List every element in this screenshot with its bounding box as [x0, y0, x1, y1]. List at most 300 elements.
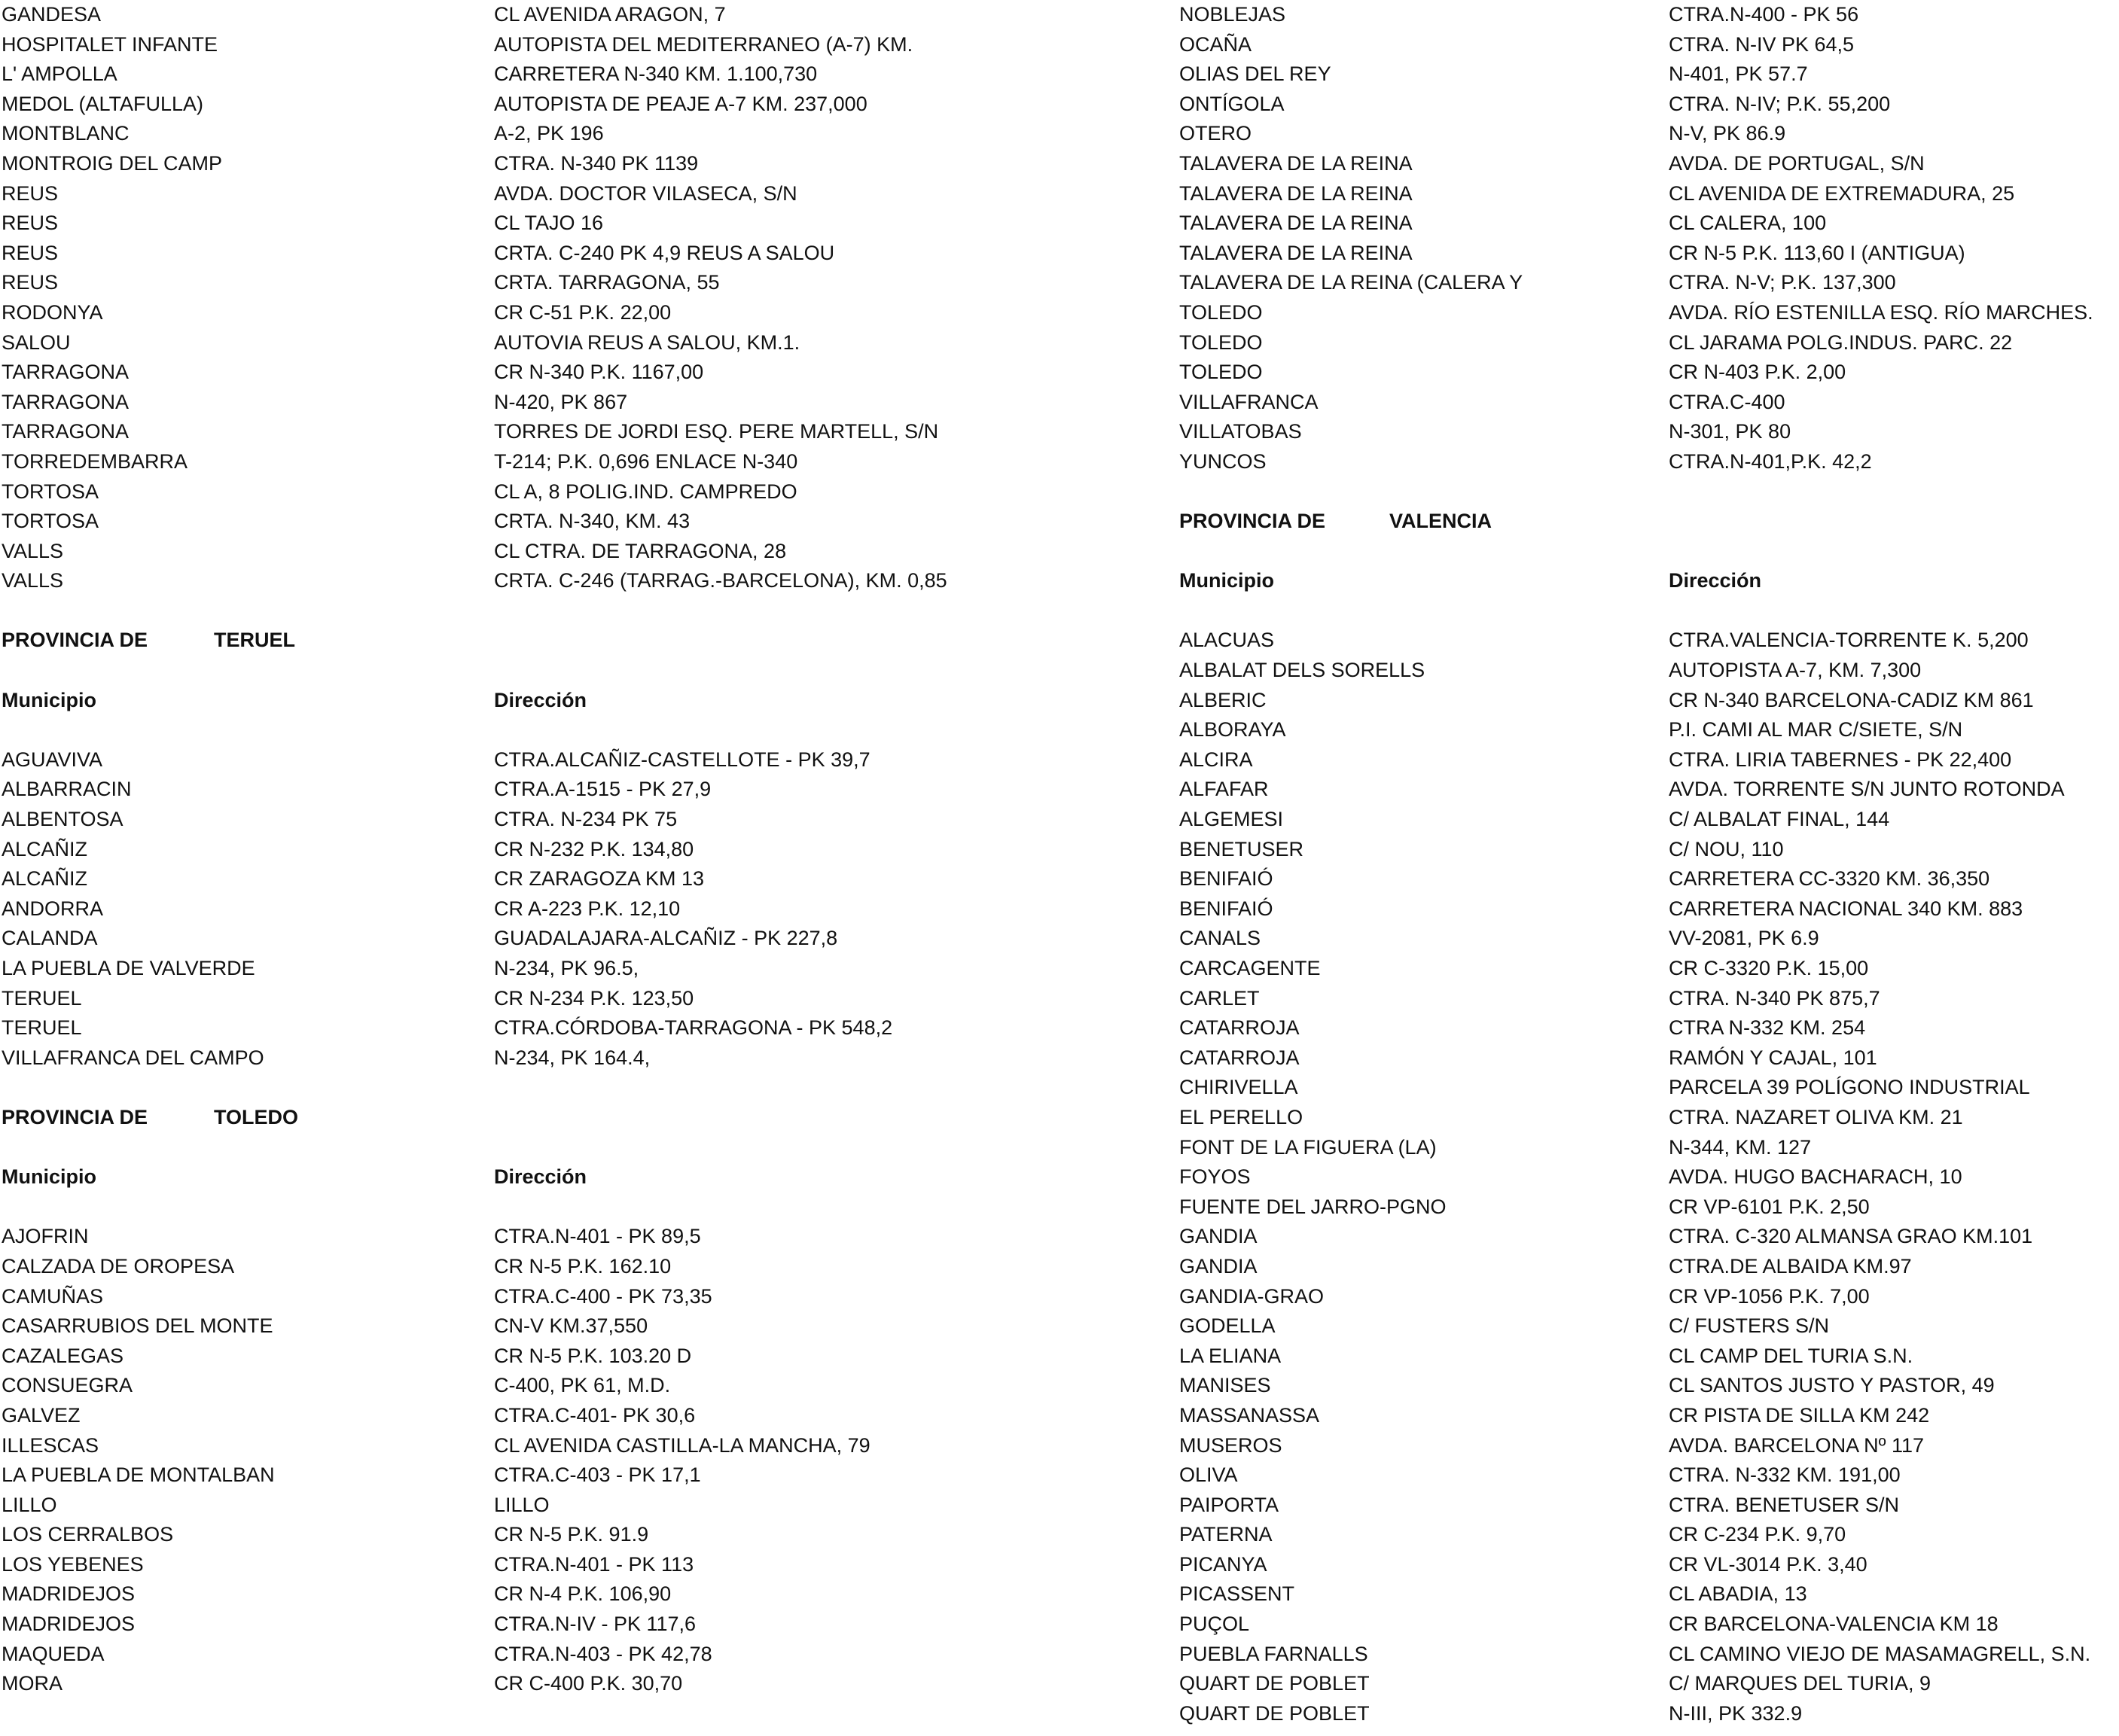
list-item	[1177, 417, 2119, 447]
municipio: REUS	[2, 181, 59, 205]
list-item	[1177, 1640, 2119, 1670]
direccion: CTRA. N-234 PK 75	[494, 808, 678, 831]
list-item	[0, 1579, 1002, 1610]
list-item	[1177, 745, 2119, 775]
list-item	[0, 1013, 1002, 1043]
direccion: N-234, PK 96.5,	[494, 957, 639, 979]
province-name: TERUEL	[214, 629, 295, 652]
municipio-header: Municipio	[2, 1165, 96, 1189]
direccion: CTRA.C-401- PK 30,6	[494, 1403, 696, 1427]
column-header-row	[0, 686, 1002, 716]
direccion: AVDA. DOCTOR VILASECA, S/N	[494, 181, 797, 205]
municipio: PATERNA	[1179, 1523, 1273, 1546]
direccion-header: Dirección	[1669, 569, 1762, 592]
municipio: CANALS	[1179, 927, 1261, 950]
municipio: ALCAÑIZ	[2, 837, 88, 860]
municipio: MADRIDEJOS	[2, 1613, 136, 1636]
direccion: TORRES DE JORDI ESQ. PERE MARTELL, S/N	[494, 420, 939, 443]
municipio: VILLAFRANCA DEL CAMPO	[2, 1046, 264, 1069]
list-item	[0, 119, 1002, 149]
direccion: CL AVENIDA ARAGON, 7	[494, 3, 726, 26]
municipio: NOBLEJAS	[1179, 3, 1286, 26]
list-item	[1177, 686, 2119, 716]
list-item	[1177, 298, 2119, 328]
list-item	[0, 388, 1002, 418]
municipio: TORREDEMBARRA	[2, 449, 188, 473]
municipio: VILLAFRANCA	[1179, 390, 1319, 413]
list-item	[1177, 0, 2119, 30]
toledo-section	[0, 1103, 1002, 1699]
list-item	[0, 1282, 1002, 1312]
valencia-section	[1177, 507, 2119, 1728]
direccion: PARCELA 39 POLÍGONO INDUSTRIAL	[1669, 1076, 2030, 1099]
list-item	[1177, 447, 2119, 477]
list-item	[0, 775, 1002, 805]
direccion: CTRA. C-320 ALMANSA GRAO KM.101	[1669, 1225, 2033, 1248]
municipio: OTERO	[1179, 122, 1252, 145]
list-item	[1177, 894, 2119, 924]
direccion: CTRA.C-403 - PK 17,1	[494, 1463, 701, 1487]
municipio: FOYOS	[1179, 1165, 1251, 1189]
list-item	[0, 477, 1002, 507]
list-item	[1177, 149, 2119, 179]
direccion: CTRA. N-IV PK 64,5	[1669, 32, 1855, 56]
direccion: CL TAJO 16	[494, 212, 604, 235]
list-item	[1177, 268, 2119, 298]
direccion: CR C-51 P.K. 22,00	[494, 300, 672, 324]
municipio: TORTOSA	[2, 480, 99, 503]
direccion: CR ZARAGOZA KM 13	[494, 867, 705, 891]
municipio: SALOU	[2, 330, 71, 354]
direccion: CL AVENIDA DE EXTREMADURA, 25	[1669, 181, 2015, 205]
municipio: MADRIDEJOS	[2, 1582, 136, 1606]
list-item	[0, 1520, 1002, 1550]
direccion: CL AVENIDA CASTILLA-LA MANCHA, 79	[494, 1433, 870, 1457]
list-item	[1177, 656, 2119, 686]
list-item	[0, 954, 1002, 984]
municipio: VILLATOBAS	[1179, 420, 1302, 443]
municipio: LOS CERRALBOS	[2, 1523, 174, 1546]
municipio: REUS	[2, 241, 59, 264]
municipio: CARLET	[1179, 986, 1260, 1010]
direccion: CTRA. N-IV; P.K. 55,200	[1669, 92, 1891, 115]
municipio: MORA	[2, 1672, 63, 1695]
list-item	[0, 149, 1002, 179]
municipio: GANDIA	[1179, 1225, 1258, 1248]
direccion: AUTOPISTA DEL MEDITERRANEO (A-7) KM.	[494, 32, 913, 56]
municipio: CONSUEGRA	[2, 1374, 133, 1397]
list-item	[0, 1401, 1002, 1431]
municipio: CALZADA DE OROPESA	[2, 1254, 235, 1278]
municipio: ALBALAT DELS SORELLS	[1179, 659, 1425, 682]
direccion: P.I. CAMI AL MAR C/SIETE, S/N	[1669, 718, 1963, 742]
direccion: CTRA.N-401,P.K. 42,2	[1669, 449, 1872, 473]
list-item	[0, 239, 1002, 269]
list-item	[0, 179, 1002, 209]
list-item	[0, 835, 1002, 865]
list-item	[1177, 1579, 2119, 1610]
direccion: CR C-3320 P.K. 15,00	[1669, 957, 1869, 979]
direccion: AVDA. HUGO BACHARACH, 10	[1669, 1165, 1962, 1189]
direccion: CR N-5 P.K. 91.9	[494, 1523, 649, 1546]
municipio: FONT DE LA FIGUERA (LA)	[1179, 1135, 1437, 1159]
municipio: OLIAS DEL REY	[1179, 62, 1331, 86]
municipio: MONTROIG DEL CAMP	[2, 151, 223, 175]
direccion: CR N-234 P.K. 123,50	[494, 986, 694, 1010]
direccion: CTRA. N-332 KM. 191,00	[1669, 1463, 1901, 1487]
direccion: CR N-403 P.K. 2,00	[1669, 361, 1846, 384]
direccion: AVDA. DE PORTUGAL, S/N	[1669, 151, 1925, 175]
municipio: PUÇOL	[1179, 1613, 1250, 1636]
municipio: MANISES	[1179, 1374, 1271, 1397]
direccion: N-V, PK 86.9	[1669, 122, 1786, 145]
list-item	[1177, 30, 2119, 60]
list-item	[1177, 1460, 2119, 1491]
municipio: TOLEDO	[1179, 330, 1263, 354]
list-item	[1177, 924, 2119, 954]
municipio: ALBARRACIN	[2, 778, 132, 801]
municipio-header: Municipio	[2, 688, 96, 711]
list-item	[0, 1043, 1002, 1074]
direccion: CTRA.N-401 - PK 89,5	[494, 1225, 701, 1248]
municipio: HOSPITALET INFANTE	[2, 32, 218, 56]
direccion: CR N-5 P.K. 162.10	[494, 1254, 672, 1278]
municipio: PICASSENT	[1179, 1582, 1295, 1606]
list-item	[0, 1371, 1002, 1401]
list-item	[0, 984, 1002, 1014]
municipio: TOLEDO	[1179, 361, 1263, 384]
direccion: C/ FUSTERS S/N	[1669, 1314, 1830, 1338]
list-item	[1177, 1520, 2119, 1550]
list-item	[0, 924, 1002, 954]
list-item	[0, 358, 1002, 388]
municipio-header: Municipio	[1179, 569, 1274, 592]
direccion: CRTA. N-340, KM. 43	[494, 510, 691, 533]
direccion: CARRETERA NACIONAL 340 KM. 883	[1669, 897, 2023, 920]
direccion: CL CAMINO VIEJO DE MASAMAGRELL, S.N.	[1669, 1642, 2091, 1665]
municipio: TALAVERA DE LA REINA (CALERA Y	[1179, 271, 1523, 294]
direccion: C/ MARQUES DEL TURIA, 9	[1669, 1672, 1931, 1695]
direccion: CL JARAMA POLG.INDUS. PARC. 22	[1669, 330, 2013, 354]
list-item	[1177, 90, 2119, 120]
list-item	[0, 1342, 1002, 1372]
direccion: C-400, PK 61, M.D.	[494, 1374, 671, 1397]
list-item	[1177, 1669, 2119, 1699]
direccion: CL CTRA. DE TARRAGONA, 28	[494, 539, 787, 562]
municipio: ALBERIC	[1179, 688, 1267, 711]
list-item	[1177, 715, 2119, 745]
list-item	[1177, 119, 2119, 149]
municipio: ILLESCAS	[2, 1433, 99, 1457]
municipio: CALANDA	[2, 927, 98, 950]
list-item	[0, 1610, 1002, 1640]
list-item	[1177, 1371, 2119, 1401]
province-heading	[0, 1103, 1002, 1133]
left-column	[0, 0, 1002, 1699]
list-item	[0, 1669, 1002, 1699]
municipio: TERUEL	[2, 1016, 82, 1040]
municipio: AGUAVIVA	[2, 748, 103, 771]
municipio: L' AMPOLLA	[2, 62, 117, 86]
direccion: CTRA.N-401 - PK 113	[494, 1552, 694, 1576]
province-label: PROVINCIA DE	[2, 629, 148, 652]
direccion: CL CAMP DEL TURIA S.N.	[1669, 1344, 1913, 1367]
list-item	[1177, 1610, 2119, 1640]
municipio: VALLS	[2, 539, 64, 562]
municipio: LA ELIANA	[1179, 1344, 1282, 1367]
municipio: CARCAGENTE	[1179, 957, 1321, 979]
municipio: CAZALEGAS	[2, 1344, 124, 1367]
direccion: CR VP-6101 P.K. 2,50	[1669, 1195, 1870, 1218]
municipio: MEDOL (ALTAFULLA)	[2, 92, 204, 115]
list-item	[1177, 626, 2119, 656]
list-item	[0, 1431, 1002, 1461]
municipio: ALACUAS	[1179, 629, 1275, 652]
municipio: ALBORAYA	[1179, 718, 1286, 742]
municipio: TARRAGONA	[2, 361, 130, 384]
teruel-section	[0, 626, 1002, 1073]
direccion: AVDA. TORRENTE S/N JUNTO ROTONDA	[1669, 778, 2065, 801]
municipio: REUS	[2, 212, 59, 235]
list-item	[0, 1311, 1002, 1342]
province-name: TOLEDO	[214, 1105, 299, 1128]
municipio: MAQUEDA	[2, 1642, 105, 1665]
list-item	[1177, 1133, 2119, 1163]
municipio: MASSANASSA	[1179, 1403, 1320, 1427]
direccion: CTRA. NAZARET OLIVA KM. 21	[1669, 1105, 1963, 1128]
list-item	[1177, 775, 2119, 805]
municipio: CHIRIVELLA	[1179, 1076, 1298, 1099]
municipio: EL PERELLO	[1179, 1105, 1303, 1128]
list-item	[0, 59, 1002, 90]
list-item	[0, 864, 1002, 894]
province-heading	[1177, 507, 2119, 537]
list-item	[1177, 954, 2119, 984]
municipio: QUART DE POBLET	[1179, 1701, 1370, 1725]
municipio: TALAVERA DE LA REINA	[1179, 151, 1413, 175]
list-item	[0, 1491, 1002, 1521]
toledo-continued-list	[1177, 0, 2119, 477]
municipio: GODELLA	[1179, 1314, 1276, 1338]
direccion: CTRA.VALENCIA-TORRENTE K. 5,200	[1669, 629, 2029, 652]
municipio: TALAVERA DE LA REINA	[1179, 212, 1413, 235]
direccion: CR A-223 P.K. 12,10	[494, 897, 681, 920]
list-item	[1177, 1311, 2119, 1342]
municipio: TERUEL	[2, 986, 82, 1010]
list-item	[1177, 1252, 2119, 1282]
direccion: CTRA.ALCAÑIZ-CASTELLOTE - PK 39,7	[494, 748, 870, 771]
list-item	[0, 1460, 1002, 1491]
direccion: CR N-5 P.K. 113,60 I (ANTIGUA)	[1669, 241, 1965, 264]
direccion: N-234, PK 164.4,	[494, 1046, 651, 1069]
municipio: TARRAGONA	[2, 390, 130, 413]
municipio: LOS YEBENES	[2, 1552, 144, 1576]
municipio: GANDIA	[1179, 1254, 1258, 1278]
direccion: CR N-232 P.K. 134,80	[494, 837, 694, 860]
municipio: YUNCOS	[1179, 449, 1267, 473]
municipio: PAIPORTA	[1179, 1493, 1279, 1516]
municipio: BENIFAIÓ	[1179, 867, 1273, 891]
tarragona-continued-list	[0, 0, 1002, 596]
municipio: ANDORRA	[2, 897, 104, 920]
list-item	[1177, 1103, 2119, 1133]
municipio: TOLEDO	[1179, 300, 1263, 324]
municipio: BENETUSER	[1179, 837, 1304, 860]
list-item	[1177, 1401, 2119, 1431]
list-item	[0, 566, 1002, 596]
municipio: TARRAGONA	[2, 420, 130, 443]
municipio: TORTOSA	[2, 510, 99, 533]
municipio: GANDIA-GRAO	[1179, 1284, 1325, 1308]
municipio: BENIFAIÓ	[1179, 897, 1273, 920]
list-item	[1177, 864, 2119, 894]
direccion: VV-2081, PK 6.9	[1669, 927, 1819, 950]
municipio: AJOFRIN	[2, 1225, 89, 1248]
municipio: CATARROJA	[1179, 1046, 1300, 1069]
direccion: CRTA. C-240 PK 4,9 REUS A SALOU	[494, 241, 835, 264]
list-item	[1177, 1222, 2119, 1252]
list-item	[1177, 209, 2119, 239]
municipio: ALFAFAR	[1179, 778, 1269, 801]
column-header-row	[0, 1162, 1002, 1192]
direccion: AVDA. BARCELONA Nº 117	[1669, 1433, 1924, 1457]
direccion: CRTA. TARRAGONA, 55	[494, 271, 720, 294]
municipio: REUS	[2, 271, 59, 294]
list-item	[0, 30, 1002, 60]
list-item	[0, 1222, 1002, 1252]
list-item	[0, 507, 1002, 537]
province-name: VALENCIA	[1389, 510, 1492, 533]
direccion-header: Dirección	[494, 1165, 587, 1189]
list-item	[1177, 1043, 2119, 1074]
list-item	[0, 1550, 1002, 1580]
direccion: CTRA. LIRIA TABERNES - PK 22,400	[1669, 748, 2012, 771]
direccion: C/ NOU, 110	[1669, 837, 1784, 860]
municipio: ALGEMESI	[1179, 808, 1284, 831]
direccion: CTRA.N-403 - PK 42,78	[494, 1642, 712, 1665]
municipio: QUART DE POBLET	[1179, 1672, 1370, 1695]
list-item	[0, 894, 1002, 924]
direccion: CTRA.N-400 - PK 56	[1669, 3, 1859, 26]
direccion: AVDA. RÍO ESTENILLA ESQ. RÍO MARCHES.	[1669, 300, 2093, 324]
municipio: TALAVERA DE LA REINA	[1179, 181, 1413, 205]
province-label: PROVINCIA DE	[2, 1105, 148, 1128]
direccion: N-III, PK 332.9	[1669, 1701, 1803, 1725]
right-column	[1177, 0, 2119, 1728]
list-item	[1177, 1282, 2119, 1312]
direccion: CN-V KM.37,550	[494, 1314, 648, 1338]
direccion: CTRA.CÓRDOBA-TARRAGONA - PK 548,2	[494, 1016, 893, 1040]
direccion: CR C-400 P.K. 30,70	[494, 1672, 683, 1695]
direccion: CR N-5 P.K. 103.20 D	[494, 1344, 692, 1367]
municipio: CASARRUBIOS DEL MONTE	[2, 1314, 273, 1338]
direccion: C/ ALBALAT FINAL, 144	[1669, 808, 1890, 831]
municipio: RODONYA	[2, 300, 103, 324]
list-item	[1177, 328, 2119, 358]
list-item	[0, 1252, 1002, 1282]
municipio: LA PUEBLA DE MONTALBAN	[2, 1463, 275, 1487]
municipio: MONTBLANC	[2, 122, 130, 145]
municipio: ALCAÑIZ	[2, 867, 88, 891]
province-heading	[0, 626, 1002, 656]
direccion: CTRA.C-400 - PK 73,35	[494, 1284, 712, 1308]
list-item	[1177, 1192, 2119, 1223]
direccion: AUTOPISTA A-7, KM. 7,300	[1669, 659, 1922, 682]
direccion: CR C-234 P.K. 9,70	[1669, 1523, 1846, 1546]
direccion: CTRA.C-400	[1669, 390, 1785, 413]
list-item	[1177, 1073, 2119, 1103]
direccion: CR PISTA DE SILLA KM 242	[1669, 1403, 1930, 1427]
direccion: CR VL-3014 P.K. 3,40	[1669, 1552, 1867, 1576]
municipio: OLIVA	[1179, 1463, 1238, 1487]
province-label: PROVINCIA DE	[1179, 510, 1326, 533]
direccion: CL A, 8 POLIG.IND. CAMPREDO	[494, 480, 797, 503]
list-item	[0, 328, 1002, 358]
direccion: CTRA. N-V; P.K. 137,300	[1669, 271, 1896, 294]
municipio: ALCIRA	[1179, 748, 1253, 771]
list-item	[1177, 1162, 2119, 1192]
direccion: AUTOPISTA DE PEAJE A-7 KM. 237,000	[494, 92, 867, 115]
direccion: CARRETERA CC-3320 KM. 36,350	[1669, 867, 1990, 891]
list-item	[0, 805, 1002, 835]
list-item	[0, 298, 1002, 328]
list-item	[0, 90, 1002, 120]
direccion: CL ABADIA, 13	[1669, 1582, 1807, 1606]
direccion: CR N-340 BARCELONA-CADIZ KM 861	[1669, 688, 2034, 711]
direccion: CTRA. BENETUSER S/N	[1669, 1493, 1900, 1516]
direccion-header: Dirección	[494, 688, 587, 711]
direccion: RAMÓN Y CAJAL, 101	[1669, 1046, 1877, 1069]
direccion: N-420, PK 867	[494, 390, 628, 413]
list-item	[1177, 388, 2119, 418]
direccion: N-301, PK 80	[1669, 420, 1791, 443]
municipio: OCAÑA	[1179, 32, 1252, 56]
list-item	[1177, 358, 2119, 388]
direccion: CTRA.N-IV - PK 117,6	[494, 1613, 697, 1636]
direccion: N-401, PK 57.7	[1669, 62, 1808, 86]
direccion: AUTOVIA REUS A SALOU, KM.1.	[494, 330, 800, 354]
direccion: CR N-4 P.K. 106,90	[494, 1582, 672, 1606]
municipio: TALAVERA DE LA REINA	[1179, 241, 1413, 264]
direccion: CL SANTOS JUSTO Y PASTOR, 49	[1669, 1374, 1995, 1397]
list-item	[1177, 1550, 2119, 1580]
list-item	[1177, 1342, 2119, 1372]
municipio: VALLS	[2, 569, 64, 592]
direccion: T-214; P.K. 0,696 ENLACE N-340	[494, 449, 798, 473]
direccion: CR N-340 P.K. 1167,00	[494, 361, 704, 384]
municipio: LA PUEBLA DE VALVERDE	[2, 957, 255, 979]
direccion: CTRA. N-340 PK 875,7	[1669, 986, 1880, 1010]
list-item	[1177, 239, 2119, 269]
direccion: CTRA. N-340 PK 1139	[494, 151, 699, 175]
direccion: CTRA N-332 KM. 254	[1669, 1016, 1866, 1040]
direccion: GUADALAJARA-ALCAÑIZ - PK 227,8	[494, 927, 838, 950]
list-item	[1177, 805, 2119, 835]
list-item	[1177, 1431, 2119, 1461]
list-item	[0, 537, 1002, 567]
direccion: CTRA.DE ALBAIDA KM.97	[1669, 1254, 1912, 1278]
list-item	[0, 417, 1002, 447]
list-item	[0, 745, 1002, 775]
direccion: CRTA. C-246 (TARRAG.-BARCELONA), KM. 0,85	[494, 569, 947, 592]
list-item	[1177, 179, 2119, 209]
municipio: ONTÍGOLA	[1179, 92, 1285, 115]
direccion: CL CALERA, 100	[1669, 212, 1827, 235]
direccion: CR VP-1056 P.K. 7,00	[1669, 1284, 1870, 1308]
municipio: PICANYA	[1179, 1552, 1267, 1576]
list-item	[1177, 1013, 2119, 1043]
list-item	[1177, 1491, 2119, 1521]
